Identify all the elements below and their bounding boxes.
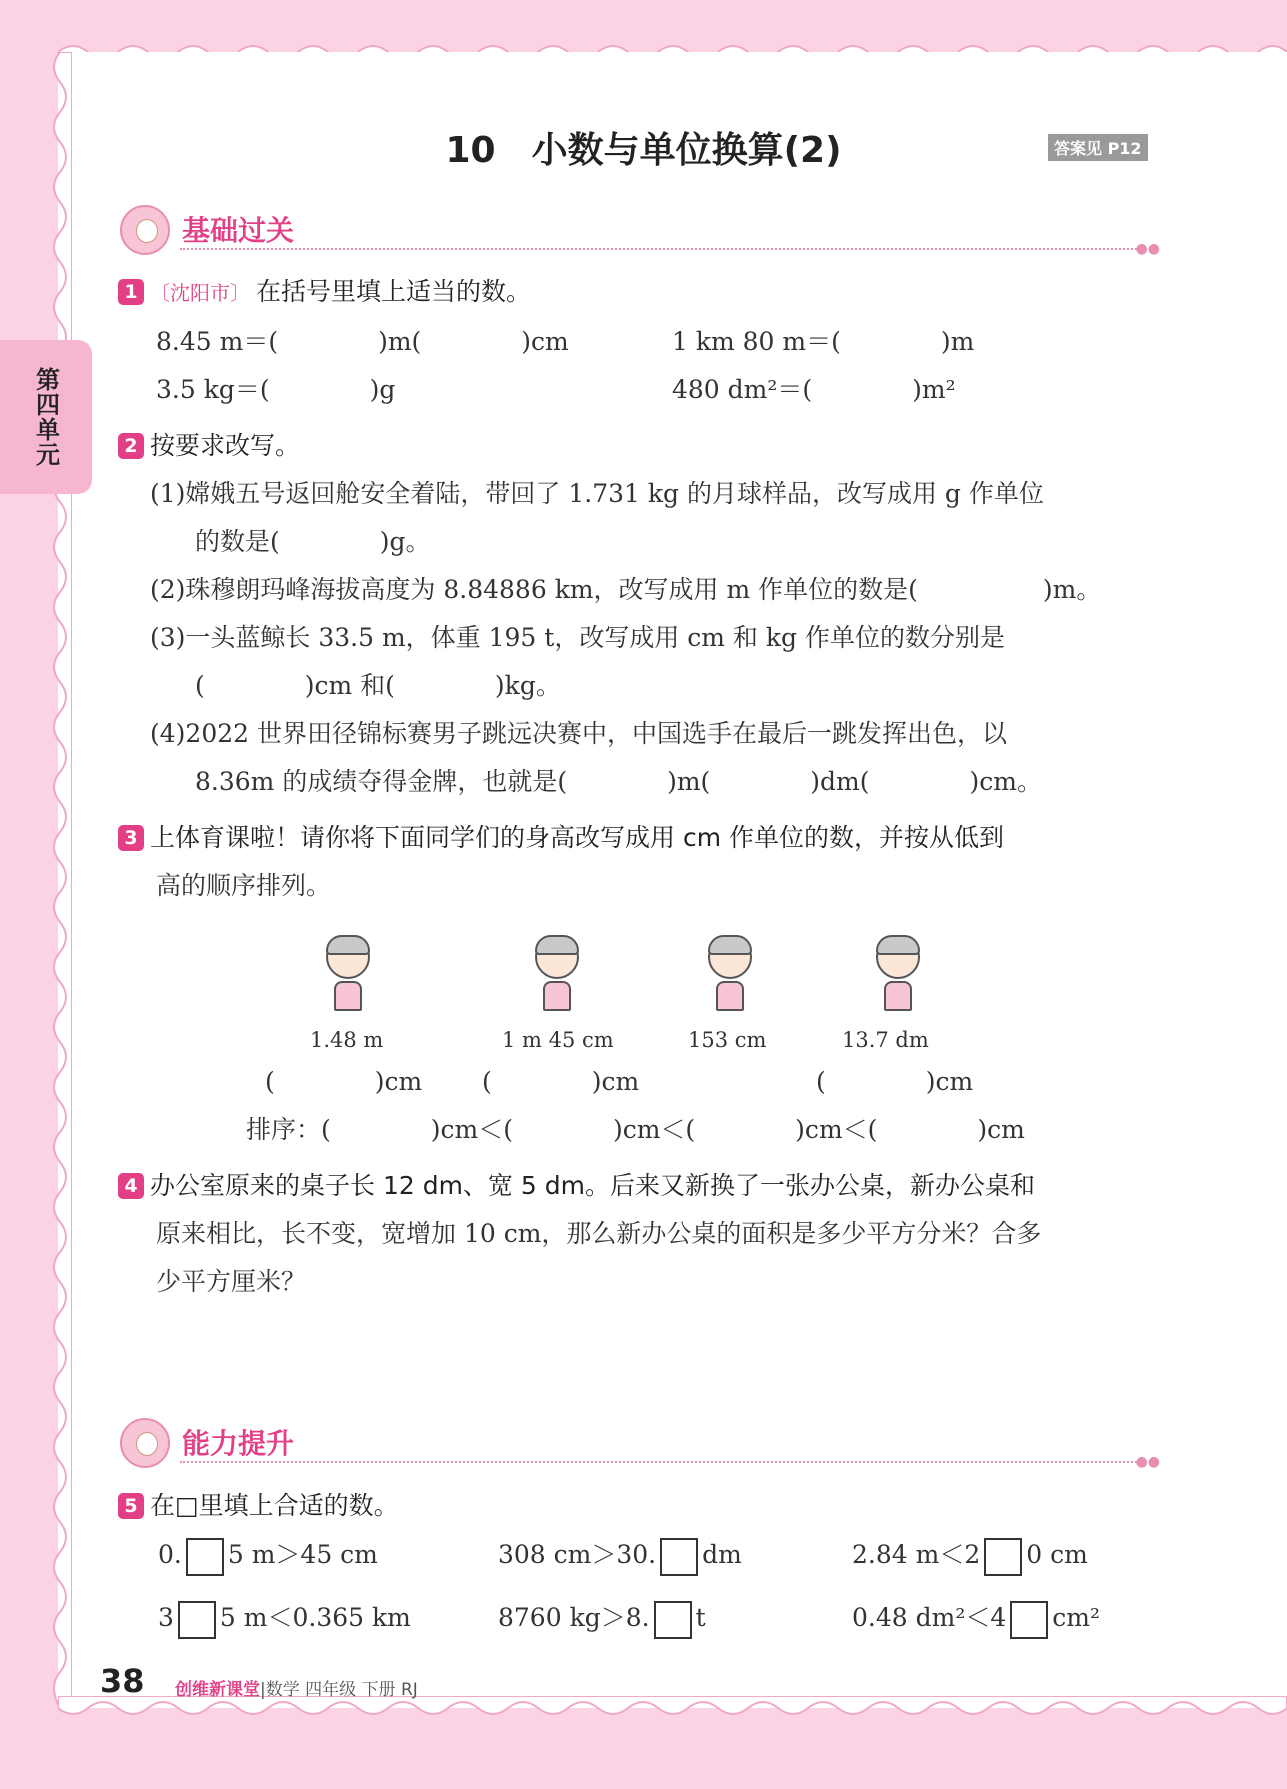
book-info: |数学 四年级 下册 RJ <box>260 1680 418 1700</box>
question-prompt: 按要求改写。 <box>150 431 301 460</box>
q2-line: 的数是( )g。 <box>195 527 431 556</box>
page-title: 10 小数与单位换算(2) <box>445 130 842 171</box>
question-prompt: 在括号里填上适当的数。 <box>256 277 532 306</box>
answer-box[interactable] <box>984 1538 1022 1576</box>
answer-box[interactable] <box>178 1601 216 1639</box>
unit-tab-label: 第四单元 <box>31 367 60 467</box>
wavy-border-left <box>48 52 72 1708</box>
q1-item: 1 km 80 m＝( )m <box>672 327 975 356</box>
answer-box[interactable] <box>186 1538 224 1576</box>
source-city: 〔沈阳市〕 <box>150 281 250 305</box>
mascot-icon <box>120 205 170 255</box>
student-figure-girl <box>868 935 928 1015</box>
question-3-header <box>118 818 1004 854</box>
q1-item: 8.45 m＝( )m( )cm <box>156 327 569 356</box>
unit-tab <box>0 340 92 494</box>
height-label: 1.48 m <box>310 1028 384 1052</box>
conversion-blank: ( )cm <box>265 1067 423 1096</box>
sort-line: 排序：( )cm＜( )cm＜( )cm＜( )cm <box>246 1115 1025 1144</box>
height-label: 153 cm <box>688 1028 767 1052</box>
question-4-header <box>118 1166 1035 1202</box>
question-number-badge: 1 <box>118 279 144 305</box>
brand-name: 创维新课堂 <box>175 1680 260 1700</box>
answer-space[interactable] <box>156 1300 1156 1410</box>
conversion-blank: ( )cm <box>816 1067 974 1096</box>
question-number-badge: 2 <box>118 433 144 459</box>
section-header-advanced <box>120 1418 1160 1468</box>
question-1-header <box>118 272 531 308</box>
footer-info <box>175 1675 418 1700</box>
q2-line: (4)2022 世界田径锦标赛男子跳远决赛中，中国选手在最后一跳发挥出色，以 <box>150 719 1007 748</box>
question-prompt: 在□里填上合适的数。 <box>150 1491 399 1520</box>
student-figure-boy <box>527 935 587 1015</box>
q2-line: (3)一头蓝鲸长 33.5 m，体重 195 t，改写成用 cm 和 kg 作单位的数分别是 <box>150 623 1005 652</box>
dots-icon: ●● <box>1135 1454 1160 1470</box>
section-header-basic <box>120 205 1160 255</box>
q2-line: 8.36m 的成绩夺得金牌，也就是( )m( )dm( )cm。 <box>195 767 1042 796</box>
dotted-divider <box>180 1461 1140 1463</box>
student-figure-boy <box>700 935 760 1015</box>
section-title: 基础过关 <box>182 214 295 247</box>
q5-item: 0. 5 m＞45 cm <box>158 1535 378 1576</box>
mascot-icon <box>120 1418 170 1468</box>
section-title: 能力提升 <box>182 1427 295 1460</box>
question-2-header <box>118 426 300 462</box>
q2-line: (1)嫦娥五号返回舱安全着陆，带回了 1.731 kg 的月球样品，改写成用 g 作单位 <box>150 479 1044 508</box>
height-label: 1 m 45 cm <box>502 1028 614 1052</box>
question-5-header <box>118 1486 399 1522</box>
question-number-badge: 5 <box>118 1493 144 1519</box>
q1-item: 3.5 kg＝( )g <box>156 375 396 404</box>
answer-reference-badge: 答案见 P12 <box>1048 134 1148 161</box>
q5-item: 3 5 m＜0.365 km <box>158 1598 411 1639</box>
q5-item: 308 cm＞30. dm <box>498 1535 742 1576</box>
q4-line: 原来相比，长不变，宽增加 10 cm，那么新办公桌的面积是多少平方分米？合多 <box>156 1219 1042 1248</box>
q4-line: 少平方厘米？ <box>156 1267 307 1296</box>
conversion-blank: ( )cm <box>482 1067 640 1096</box>
question-prompt: 上体育课啦！请你将下面同学们的身高改写成用 cm 作单位的数，并按从低到 <box>150 823 1004 852</box>
q5-item: 0.48 dm²＜4 cm² <box>852 1598 1100 1639</box>
answer-box[interactable] <box>660 1538 698 1576</box>
dotted-divider <box>180 248 1140 250</box>
q2-line: (2)珠穆朗玛峰海拔高度为 8.84886 km，改写成用 m 作单位的数是( )m。 <box>150 575 1102 604</box>
q5-item: 2.84 m＜2 0 cm <box>852 1535 1088 1576</box>
height-label: 13.7 dm <box>842 1028 929 1052</box>
question-number-badge: 3 <box>118 825 144 851</box>
q5-item: 8760 kg＞8. t <box>498 1598 706 1639</box>
page-number: 38 <box>100 1662 145 1700</box>
dots-icon: ●● <box>1135 241 1160 257</box>
question-number-badge: 4 <box>118 1173 144 1199</box>
q1-item: 480 dm²＝( )m² <box>672 375 956 404</box>
answer-box[interactable] <box>654 1601 692 1639</box>
student-figure-girl <box>318 935 378 1015</box>
q3-line: 高的顺序排列。 <box>156 871 332 900</box>
answer-box[interactable] <box>1010 1601 1048 1639</box>
q2-line: ( )cm 和( )kg。 <box>195 671 561 700</box>
question-prompt: 办公室原来的桌子长 12 dm、宽 5 dm。后来又新换了一张办公桌，新办公桌和 <box>150 1171 1035 1200</box>
